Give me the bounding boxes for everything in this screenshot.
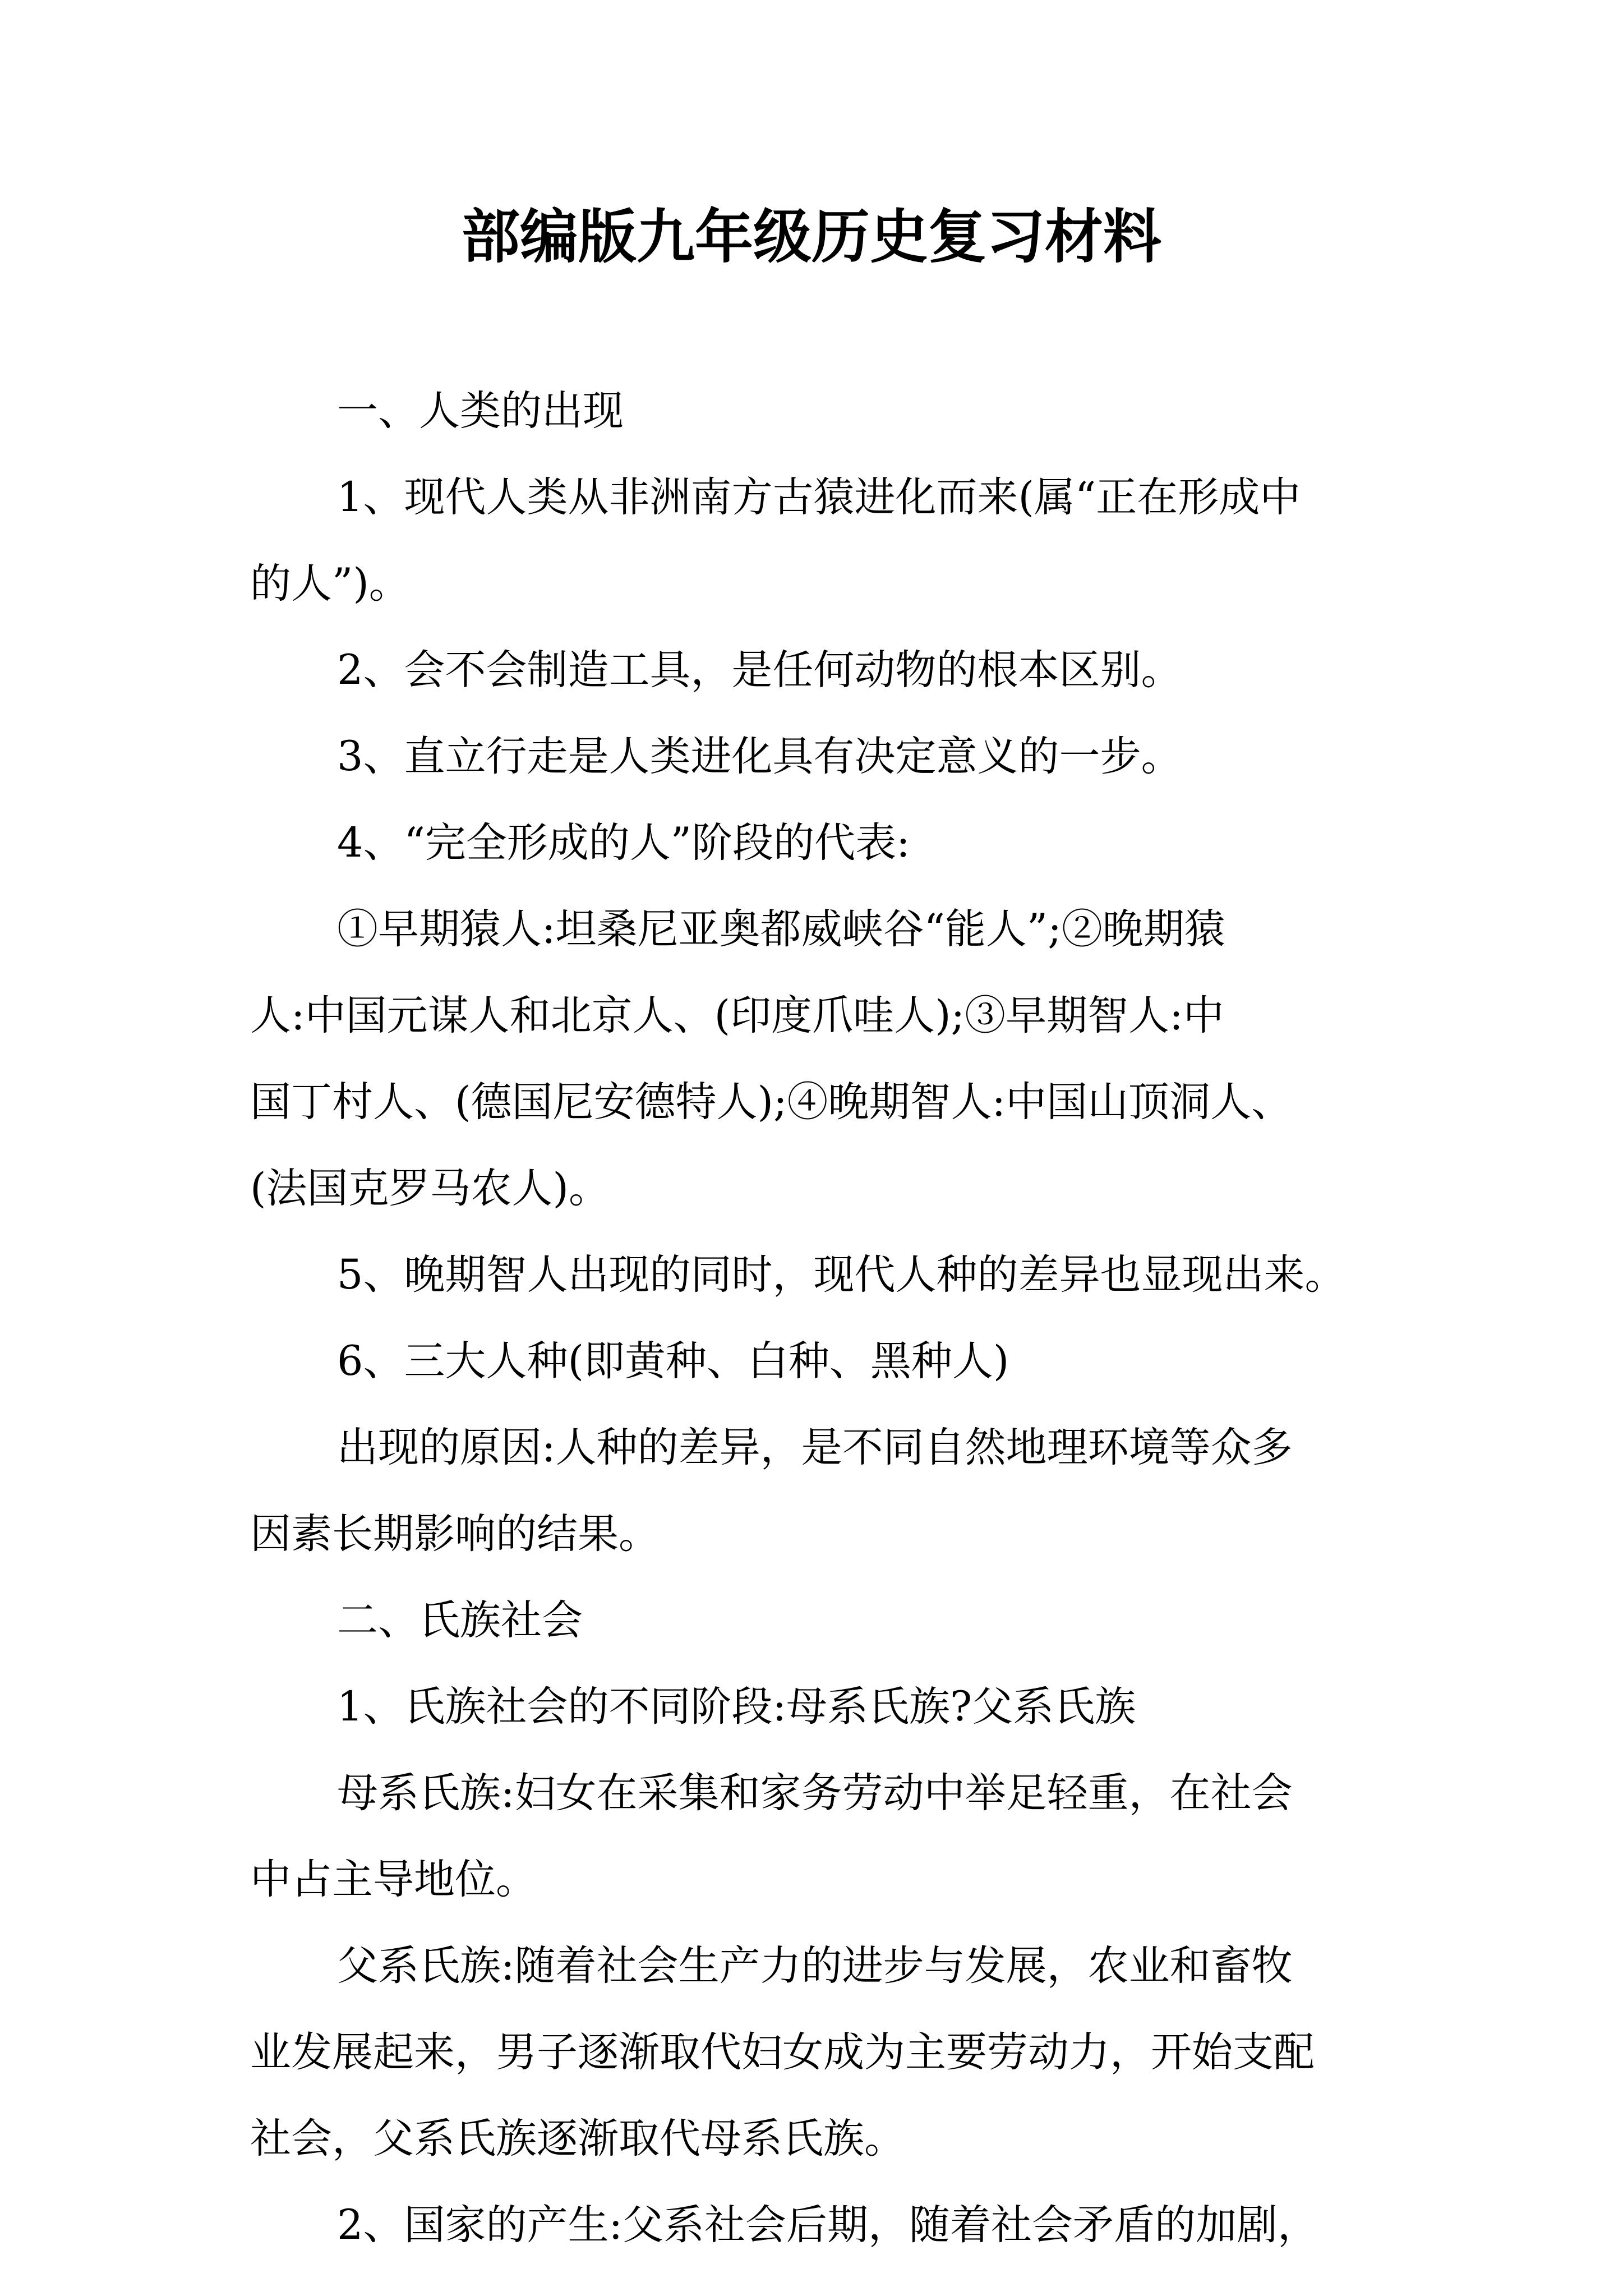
paragraph-line: 6、三大人种(即黄种、白种、黑种人)	[337, 1337, 1009, 1385]
paragraph-line: 1、氏族社会的不同阶段:母系氏族?父系氏族	[337, 1683, 1136, 1731]
paragraph	[250, 714, 1405, 800]
paragraph-line: 5、晚期智人出现的同时，现代人种的差异也显现出来。	[337, 1251, 1346, 1299]
paragraph-line: 4、“完全形成的人”阶段的代表:	[337, 819, 910, 867]
paragraph-line: 1、现代人类从非洲南方古猿进化而来(属“正在形成中	[337, 473, 1301, 521]
paragraph	[250, 1664, 1405, 1750]
paragraph-line: 3、直立行走是人类进化具有决定意义的一步。	[337, 733, 1182, 780]
paragraph-line: 2、国家的产生:父系社会后期，随着社会矛盾的加剧，	[337, 2201, 1319, 2249]
paragraph-line: 社会，父系氏族逐渐取代母系氏族。	[250, 2115, 905, 2162]
paragraph	[250, 1750, 1405, 1923]
document-title: 部编版九年级历史复习材料	[461, 203, 1161, 271]
paragraph	[250, 886, 1405, 1232]
paragraph	[250, 800, 1405, 886]
paragraph-line: 因素长期影响的结果。	[250, 1510, 660, 1558]
paragraph	[250, 1318, 1405, 1405]
paragraph	[250, 368, 1405, 454]
paragraph-line: 业发展起来，男子逐渐取代妇女成为主要劳动力，开始支配	[250, 2028, 1315, 2076]
paragraph-line: 二、氏族社会	[337, 1596, 583, 1644]
paragraph-line: 2、会不会制造工具，是任何动物的根本区别。	[337, 646, 1182, 694]
paragraph-line: 父系氏族:随着社会生产力的进步与发展，农业和畜牧	[337, 1942, 1293, 1990]
paragraph-line: 母系氏族:妇女在采集和家务劳动中举足轻重，在社会	[337, 1769, 1293, 1817]
paragraph	[250, 454, 1405, 627]
paragraph	[250, 627, 1405, 714]
paragraph	[250, 1923, 1405, 2182]
paragraph-line: 人:中国元谋人和北京人、(印度爪哇人);③早期智人:中	[250, 992, 1224, 1039]
paragraph	[250, 1405, 1405, 1577]
paragraph-line: (法国克罗马农人)。	[250, 1165, 610, 1212]
paragraph	[250, 2182, 1405, 2269]
paragraph	[250, 1232, 1405, 1318]
paragraph-line: 一、人类的出现	[337, 387, 624, 435]
paragraph	[250, 1577, 1405, 1664]
document-body	[250, 368, 1405, 2269]
paragraph-line: ①早期猿人:坦桑尼亚奥都威峡谷“能人”;②晚期猿	[337, 905, 1225, 953]
paragraph-line: 出现的原因:人种的差异，是不同自然地理环境等众多	[337, 1424, 1293, 1471]
paragraph-line: 国丁村人、(德国尼安德特人);④晚期智人:中国山顶洞人、	[250, 1078, 1293, 1126]
paragraph-line: 中占主导地位。	[250, 1856, 537, 1903]
paragraph-line: 的人”)。	[250, 560, 410, 608]
